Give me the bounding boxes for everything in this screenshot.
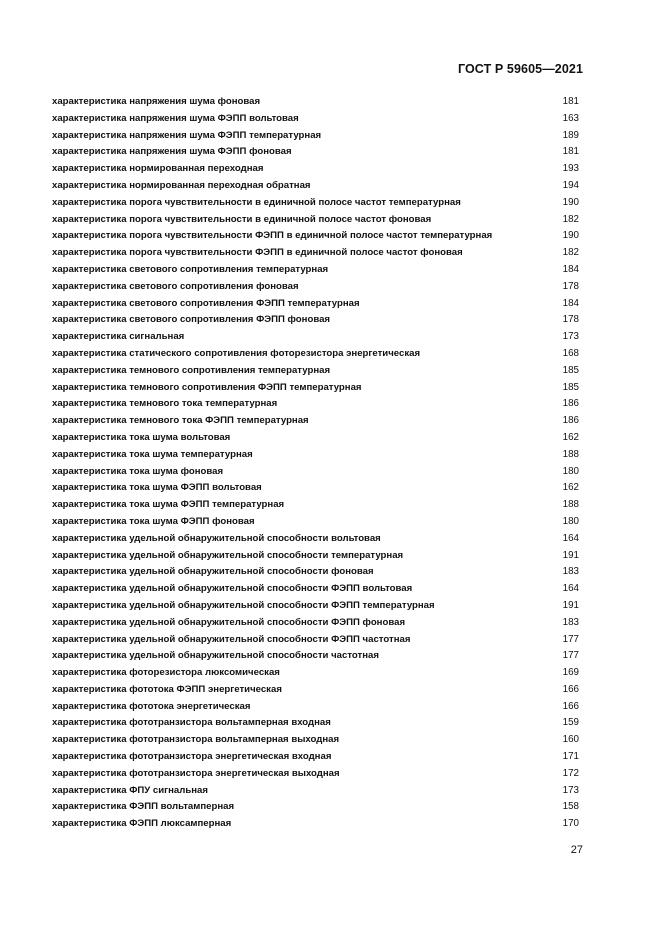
index-row	[52, 329, 579, 346]
index-row	[52, 514, 579, 531]
index-term: характеристика светового сопротивления ФЭПП температурная	[52, 297, 360, 309]
index-term: характеристика ФЭПП вольтамперная	[52, 801, 235, 813]
index-page-ref: 173	[562, 331, 579, 343]
index-row	[52, 699, 579, 716]
index-row	[52, 766, 579, 783]
index-row	[52, 363, 579, 380]
index-row	[52, 195, 579, 212]
index-page-ref: 164	[562, 583, 579, 595]
index-term: характеристика порога чувствительности в единичной полосе частот температурная	[52, 196, 461, 208]
index-page-ref: 166	[562, 700, 579, 712]
index-page-ref: 186	[562, 398, 579, 410]
index-page-ref: 166	[562, 683, 579, 695]
index-term: характеристика темнового сопротивления температурная	[52, 364, 331, 376]
index-row	[52, 111, 579, 128]
index-page-ref: 188	[562, 448, 579, 460]
index-term: характеристика удельной обнаружительной способности ФЭПП температурная	[52, 599, 435, 611]
index-term: характеристика нормированная переходная	[52, 163, 264, 175]
index-page-ref: 168	[562, 347, 579, 359]
index-page-ref: 184	[562, 263, 579, 275]
index-row	[52, 480, 579, 497]
index-page-ref: 181	[562, 96, 579, 107]
index-row	[52, 178, 579, 195]
index-term: характеристика ФЭПП люксамперная	[52, 818, 232, 830]
index-row	[52, 799, 579, 816]
index-row	[52, 262, 579, 279]
subject-index-list	[52, 94, 579, 833]
index-page-ref: 193	[562, 163, 579, 175]
index-row	[52, 548, 579, 565]
index-term: характеристика напряжения шума фоновая	[52, 96, 261, 107]
index-term: характеристика фототока ФЭПП энергетическая	[52, 683, 282, 695]
index-page-ref: 177	[562, 650, 579, 662]
index-page-ref: 170	[562, 818, 579, 830]
index-row	[52, 598, 579, 615]
index-page-ref: 159	[562, 717, 579, 729]
index-row	[52, 816, 579, 833]
index-term: характеристика порога чувствительности в единичной полосе частот фоновая	[52, 213, 432, 225]
index-page-ref: 191	[562, 549, 579, 561]
index-term: характеристика тока шума ФЭПП вольтовая	[52, 482, 262, 494]
index-row	[52, 245, 579, 262]
index-page-ref: 180	[562, 465, 579, 477]
index-row	[52, 749, 579, 766]
index-row	[52, 161, 579, 178]
index-term: характеристика фототранзистора энергетическая выходная	[52, 767, 340, 779]
index-page-ref: 189	[562, 129, 579, 141]
index-term: характеристика фототранзистора вольтамперная входная	[52, 717, 331, 729]
index-term: характеристика напряжения шума ФЭПП фоновая	[52, 146, 292, 158]
index-page-ref: 190	[562, 196, 579, 208]
index-term: характеристика светового сопротивления температурная	[52, 263, 329, 275]
index-row	[52, 413, 579, 430]
index-page-ref: 182	[562, 247, 579, 259]
index-page-ref: 172	[562, 767, 579, 779]
index-row	[52, 682, 579, 699]
index-row	[52, 312, 579, 329]
index-row	[52, 615, 579, 632]
index-term: характеристика светового сопротивления ФЭПП фоновая	[52, 314, 331, 326]
index-term: характеристика тока шума вольтовая	[52, 431, 231, 443]
index-term: характеристика порога чувствительности ФЭПП в единичной полосе частот фоновая	[52, 247, 463, 259]
index-row	[52, 346, 579, 363]
index-term: характеристика сигнальная	[52, 331, 185, 343]
index-term: характеристика напряжения шума ФЭПП вольтовая	[52, 112, 299, 124]
index-row	[52, 665, 579, 682]
index-row	[52, 531, 579, 548]
index-term: характеристика порога чувствительности ФЭПП в единичной полосе частот температурная	[52, 230, 493, 242]
index-row	[52, 564, 579, 581]
index-term: характеристика напряжения шума ФЭПП температурная	[52, 129, 322, 141]
index-row	[52, 732, 579, 749]
index-row	[52, 648, 579, 665]
index-term: характеристика фототока энергетическая	[52, 700, 251, 712]
index-page-ref: 169	[562, 667, 579, 679]
index-page-ref: 163	[562, 112, 579, 124]
index-page-ref: 186	[562, 415, 579, 427]
index-term: характеристика фоторезистора люксомическая	[52, 667, 280, 679]
index-row	[52, 464, 579, 481]
index-page-ref: 182	[562, 213, 579, 225]
index-page-ref: 178	[562, 280, 579, 292]
index-row	[52, 715, 579, 732]
index-row	[52, 497, 579, 514]
index-term: характеристика удельной обнаружительной способности ФЭПП вольтовая	[52, 583, 413, 595]
index-term: характеристика статического сопротивления фоторезистора энергетическая	[52, 347, 421, 359]
index-term: характеристика тока шума ФЭПП фоновая	[52, 515, 255, 527]
index-term: характеристика тока шума температурная	[52, 448, 253, 460]
index-page-ref: 158	[562, 801, 579, 813]
index-page-ref: 171	[562, 751, 579, 763]
index-row	[52, 228, 579, 245]
index-term: характеристика темнового сопротивления ФЭПП температурная	[52, 381, 362, 393]
index-page-ref: 194	[562, 179, 579, 191]
index-page-ref: 173	[562, 784, 579, 796]
index-row	[52, 94, 579, 111]
index-row	[52, 447, 579, 464]
index-page-ref: 185	[562, 364, 579, 376]
index-page-ref: 181	[562, 146, 579, 158]
index-row	[52, 296, 579, 313]
index-page-ref: 183	[562, 616, 579, 628]
index-row	[52, 396, 579, 413]
index-row	[52, 783, 579, 800]
index-term: характеристика тока шума фоновая	[52, 465, 224, 477]
index-term: характеристика темнового тока температурная	[52, 398, 278, 410]
index-term: характеристика удельной обнаружительной способности ФЭПП фоновая	[52, 616, 406, 628]
index-row	[52, 212, 579, 229]
index-term: характеристика удельной обнаружительной способности температурная	[52, 549, 404, 561]
index-term: характеристика темнового тока ФЭПП температурная	[52, 415, 309, 427]
index-row	[52, 279, 579, 296]
index-term: характеристика тока шума ФЭПП температурная	[52, 499, 285, 511]
index-page-ref: 162	[562, 431, 579, 443]
index-page-ref: 185	[562, 381, 579, 393]
index-term: характеристика светового сопротивления фоновая	[52, 280, 299, 292]
index-row	[52, 632, 579, 649]
index-page-ref: 183	[562, 566, 579, 578]
index-term: характеристика нормированная переходная обратная	[52, 179, 311, 191]
index-page-ref: 190	[562, 230, 579, 242]
index-term: характеристика удельной обнаружительной способности частотная	[52, 650, 379, 662]
index-row	[52, 430, 579, 447]
index-term: характеристика удельной обнаружительной способности вольтовая	[52, 532, 381, 544]
index-page-ref: 191	[562, 599, 579, 611]
index-page-ref: 178	[562, 314, 579, 326]
index-page-ref: 188	[562, 499, 579, 511]
index-page-ref: 184	[562, 297, 579, 309]
index-term: характеристика фототранзистора вольтамперная выходная	[52, 734, 340, 746]
index-term: характеристика удельной обнаружительной способности фоновая	[52, 566, 374, 578]
document-header-standard: ГОСТ Р 59605—2021	[457, 62, 583, 76]
index-term: характеристика ФПУ сигнальная	[52, 784, 208, 796]
index-page-ref: 162	[562, 482, 579, 494]
index-row	[52, 380, 579, 397]
index-page-ref: 164	[562, 532, 579, 544]
index-row	[52, 128, 579, 145]
index-page-ref: 177	[562, 633, 579, 645]
index-term: характеристика фототранзистора энергетическая входная	[52, 751, 332, 763]
index-row	[52, 144, 579, 161]
page-number: 27	[570, 844, 583, 856]
index-term: характеристика удельной обнаружительной способности ФЭПП частотная	[52, 633, 411, 645]
index-page-ref: 160	[562, 734, 579, 746]
index-page-ref: 180	[562, 515, 579, 527]
index-row	[52, 581, 579, 598]
